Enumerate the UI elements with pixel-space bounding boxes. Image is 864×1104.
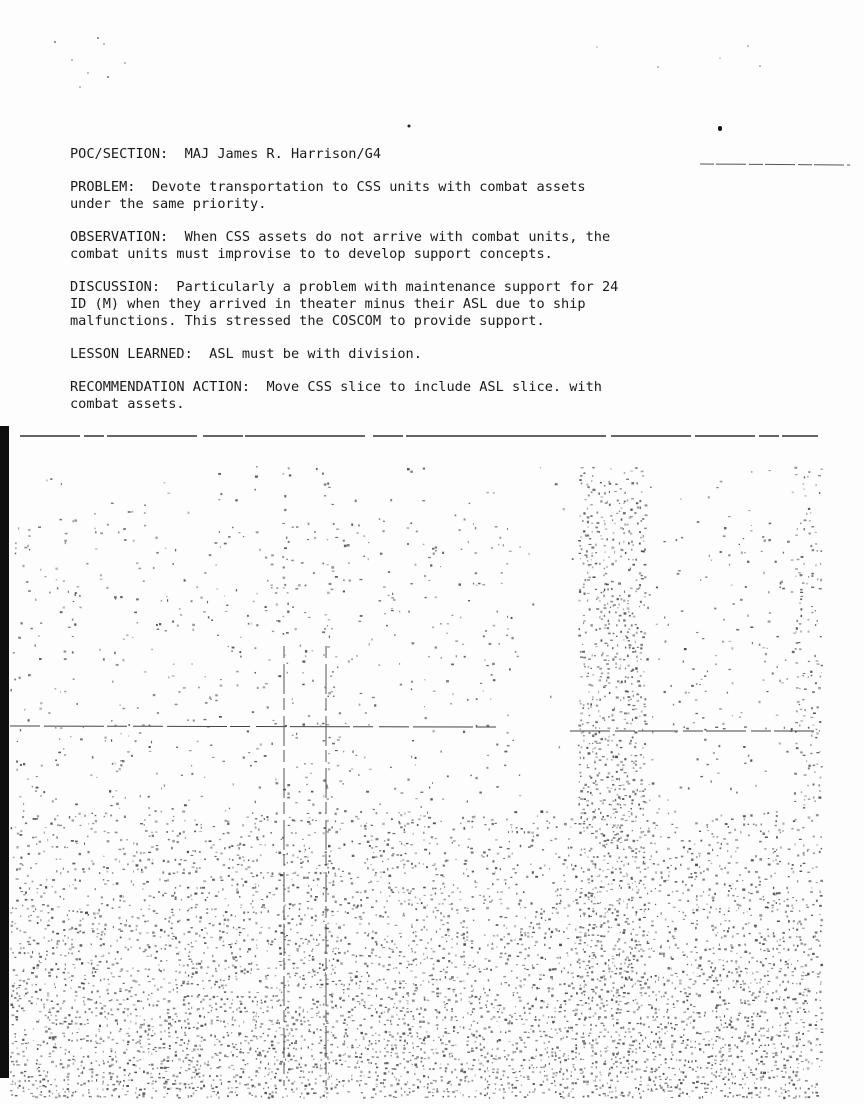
observation-text: When CSS assets do not arrive with combat units, the combat units must improvise to to develop support concepts. [70,229,619,262]
recommendation-text: Move CSS slice to include ASL slice. with combat assets. [70,379,611,412]
poc-section-label: POC/SECTION: [70,146,169,162]
recommendation-label: RECOMMENDATION ACTION: [70,379,251,395]
discussion-paragraph [70,279,630,330]
problem-label: PROBLEM: [70,179,136,195]
memo-body [70,146,630,429]
poc-section-paragraph [70,146,630,163]
scan-noise-area [0,446,864,1104]
discussion-text: Particularly a problem with maintenance support for 24 ID (M) when they arrived in theater minus their ASL due to ship malfunctions. This stressed the COSCOM to provide support. [70,279,627,329]
lesson-learned-label: LESSON LEARNED: [70,346,193,362]
top-scan-specks [0,0,864,140]
section-divider-line [20,434,818,438]
problem-text: Devote transportation to CSS units with combat assets under the same priority. [70,179,594,212]
poc-section-value: MAJ James R. Harrison/G4 [184,146,382,162]
observation-paragraph [70,229,630,263]
problem-paragraph [70,179,630,213]
lesson-learned-text: ASL must be with division. [209,346,422,362]
top-right-scan-line [700,160,864,168]
recommendation-paragraph [70,379,630,413]
stray-ink-mark [718,126,722,131]
discussion-label: DISCUSSION: [70,279,161,295]
observation-label: OBSERVATION: [70,229,169,245]
lesson-learned-paragraph [70,346,630,363]
